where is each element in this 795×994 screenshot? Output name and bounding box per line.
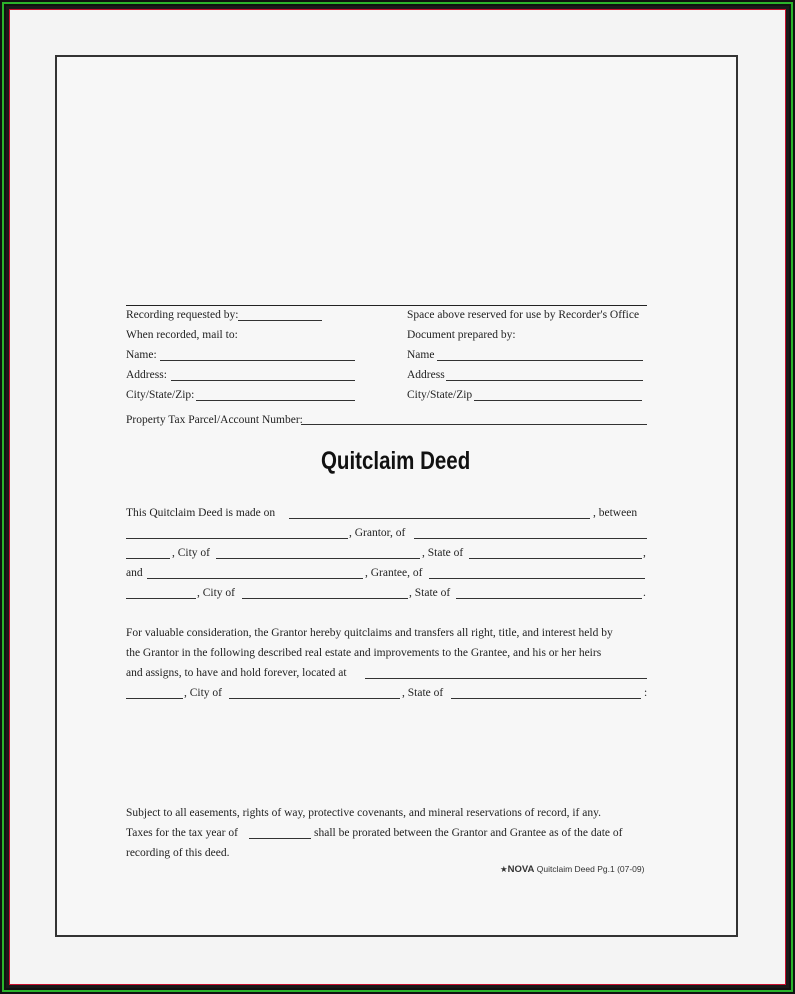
property-state-field[interactable] <box>451 698 641 699</box>
mail-address-field[interactable] <box>171 380 355 381</box>
prep-city-field[interactable] <box>474 400 642 401</box>
consideration-line-1: For valuable consideration, the Grantor hereby quitclaims and transfers all right, title, and interest held by <box>126 627 613 639</box>
mail-city-field[interactable] <box>196 400 355 401</box>
grantee-address-field[interactable] <box>429 578 645 579</box>
brand-logo: NOVA <box>507 864 535 875</box>
date-field[interactable] <box>289 518 590 519</box>
recording-requested-label: Recording requested by: <box>126 309 239 321</box>
tax-year-field[interactable] <box>249 838 311 839</box>
grantee-name-field[interactable] <box>147 578 363 579</box>
grantee-state-field[interactable] <box>456 598 642 599</box>
consideration-line-2: the Grantor in the following described real estate and improvements to the Grantee, and his or her heirs <box>126 647 602 659</box>
grantor-of-label: , Grantor, of <box>349 527 406 539</box>
when-recorded-label: When recorded, mail to: <box>126 329 238 341</box>
prepared-by-label: Document prepared by: <box>407 329 516 341</box>
footer <box>500 864 644 875</box>
document-title: Quitclaim Deed <box>320 447 471 475</box>
between-label: , between <box>593 507 638 519</box>
grantor-address-field[interactable] <box>414 538 647 539</box>
grantee-of-label: , Grantee, of <box>365 567 423 579</box>
prep-address-field[interactable] <box>446 380 643 381</box>
parcel-label: Property Tax Parcel/Account Number: <box>126 414 303 426</box>
mail-name-label: Name: <box>126 349 157 361</box>
prep-name-field[interactable] <box>437 360 643 361</box>
grantor-state-label: , State of <box>422 547 464 559</box>
recording-requested-field[interactable] <box>238 320 322 321</box>
comma-mark: , <box>643 547 646 559</box>
mail-name-field[interactable] <box>160 360 355 361</box>
star-icon: ★ <box>500 864 508 874</box>
footer-text: Quitclaim Deed Pg.1 (07-09) <box>536 864 645 874</box>
taxes-continued: shall be prorated between the Grantor and Grantee as of the date of <box>314 827 623 839</box>
subject-line-1: Subject to all easements, rights of way, protective covenants, and mineral reservations of record, if any. <box>126 807 601 819</box>
property-city-label: , City of <box>184 687 223 699</box>
property-county-field[interactable] <box>126 698 183 699</box>
prep-city-label: City/State/Zip <box>407 389 473 401</box>
property-location-field[interactable] <box>365 678 647 679</box>
grantor-state-field[interactable] <box>469 558 642 559</box>
parcel-field[interactable] <box>301 424 647 425</box>
mail-city-label: City/State/Zip: <box>126 389 195 401</box>
period-mark: . <box>643 587 646 599</box>
document-page <box>55 55 738 937</box>
mail-address-label: Address: <box>126 369 167 381</box>
made-on-label: This Quitclaim Deed is made on <box>126 507 276 519</box>
property-city-field[interactable] <box>229 698 400 699</box>
grantee-city-field[interactable] <box>242 598 408 599</box>
grantor-city-label: , City of <box>172 547 211 559</box>
subject-line-3: recording of this deed. <box>126 847 230 859</box>
grantee-state-label: , State of <box>409 587 451 599</box>
grantee-county-field[interactable] <box>126 598 196 599</box>
property-state-label: , State of <box>402 687 444 699</box>
recorder-space-label: Space above reserved for use by Recorder's Office <box>407 309 640 321</box>
prep-address-label: Address <box>407 369 445 381</box>
taxes-label: Taxes for the tax year of <box>126 827 238 839</box>
prep-name-label: Name <box>407 349 435 361</box>
and-label: and <box>126 567 143 579</box>
header-rule <box>126 305 647 306</box>
colon-mark: : <box>644 687 648 699</box>
grantee-city-label: , City of <box>197 587 236 599</box>
grantor-name-field[interactable] <box>126 538 348 539</box>
grantor-county-field[interactable] <box>126 558 170 559</box>
consideration-line-3: and assigns, to have and hold forever, located at <box>126 667 347 679</box>
grantor-city-field[interactable] <box>216 558 420 559</box>
